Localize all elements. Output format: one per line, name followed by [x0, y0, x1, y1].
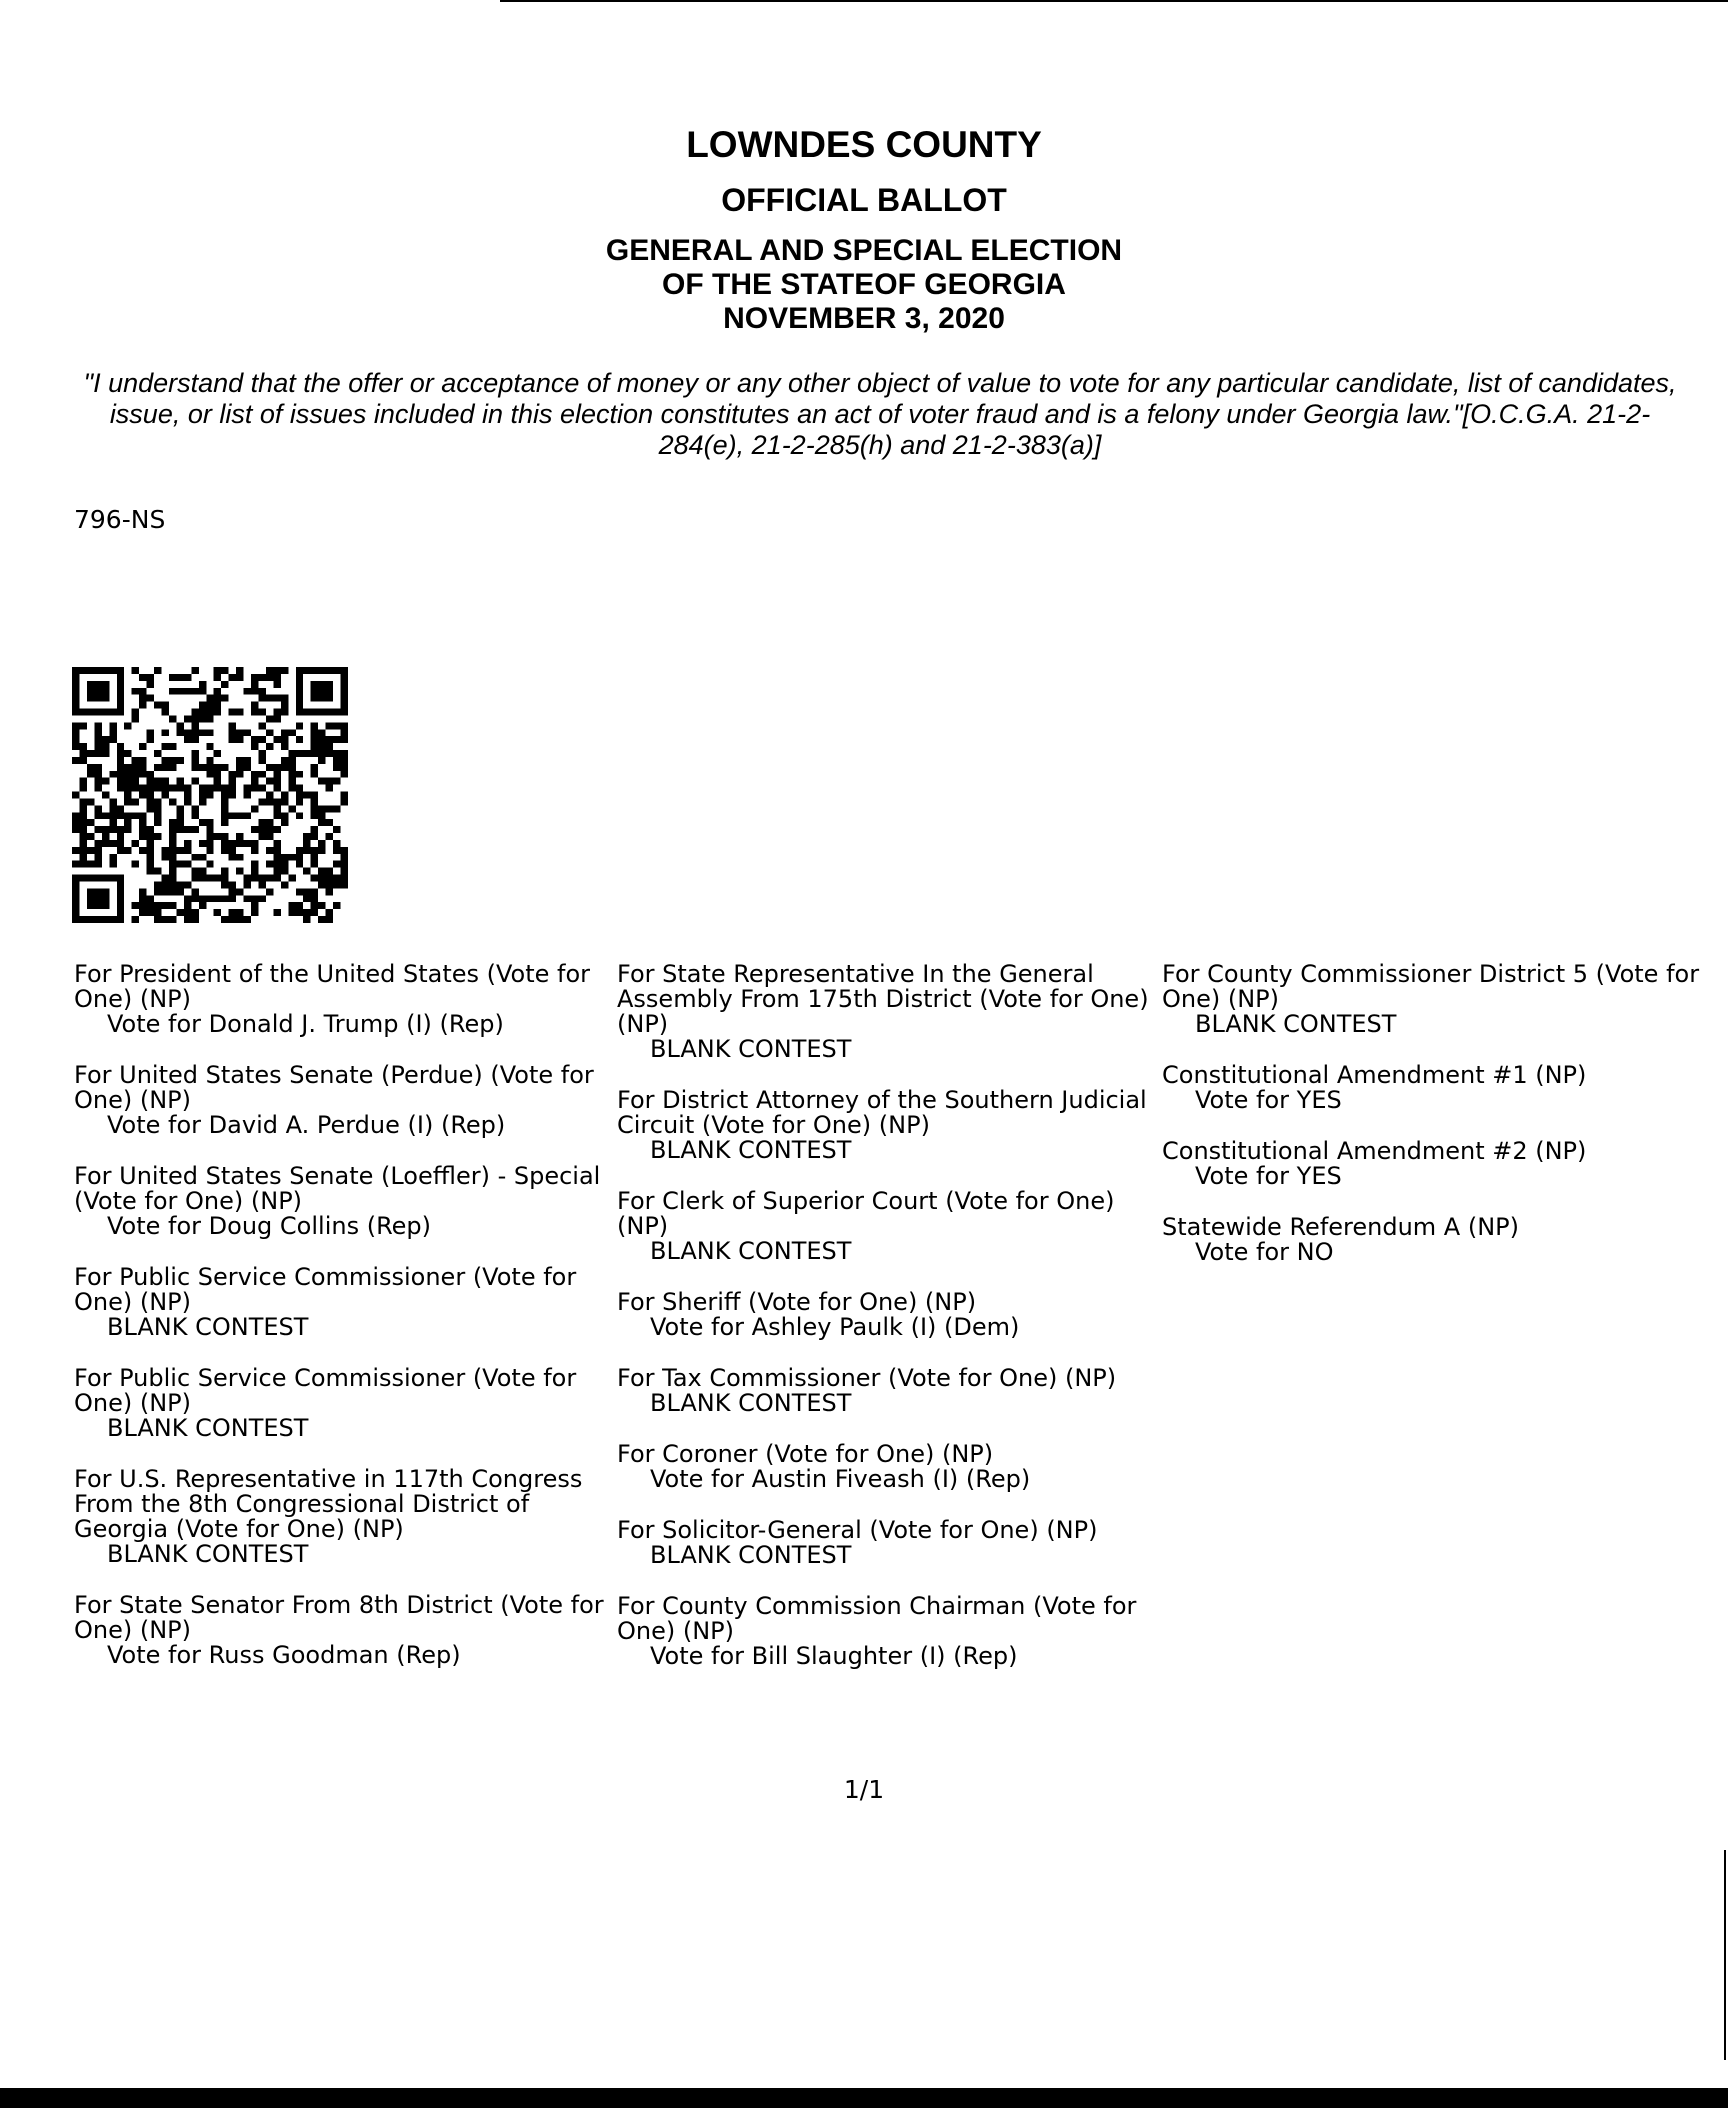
contest-item — [617, 1442, 1157, 1492]
contest-item — [617, 1366, 1157, 1416]
contest-item — [74, 1366, 614, 1441]
contest-choice: BLANK CONTEST — [650, 1237, 852, 1265]
contest-title: For U.S. Representative in 117th Congress From the 8th Congressional District of Georgia (Vote for One) (NP) — [74, 1465, 583, 1543]
contest-choice: Vote for Doug Collins (Rep) — [107, 1212, 432, 1240]
contest-item — [617, 1290, 1157, 1340]
page-number: 1/1 — [843, 1775, 885, 1804]
contest-choice: Vote for NO — [1195, 1238, 1334, 1266]
contest-title: For United States Senate (Loeffler) - Special (Vote for One) (NP) — [74, 1162, 601, 1215]
contest-title: For Sheriff (Vote for One) (NP) — [617, 1288, 977, 1316]
contest-title: For Solicitor-General (Vote for One) (NP) — [617, 1516, 1098, 1544]
contest-title: For Tax Commissioner (Vote for One) (NP) — [617, 1364, 1117, 1392]
contest-choice: BLANK CONTEST — [107, 1313, 309, 1341]
contest-title: Constitutional Amendment #2 (NP) — [1162, 1137, 1587, 1165]
contest-choice: Vote for YES — [1195, 1086, 1342, 1114]
contest-choice: BLANK CONTEST — [107, 1414, 309, 1442]
contest-column-2 — [617, 962, 1157, 1695]
contest-title: For Coroner (Vote for One) (NP) — [617, 1440, 994, 1468]
contest-choice: BLANK CONTEST — [1195, 1010, 1397, 1038]
contest-choice: BLANK CONTEST — [650, 1541, 852, 1569]
contest-choice: Vote for Russ Goodman (Rep) — [107, 1641, 461, 1669]
contest-title: For State Senator From 8th District (Vote for One) (NP) — [74, 1591, 604, 1644]
voter-oath: "I understand that the offer or acceptance of money or any other object of value to vote for any particular candidate, list of candidates, issue, or list of issues included in this election constitutes an act of voter fraud and is a felony under Georgia law."[O.C.G.A. 21-2-284(e), 21-2-285(h) and 21-2-383(a)] — [83, 368, 1677, 460]
bottom-scan-edge — [0, 2088, 1728, 2108]
contest-title: For State Representative In the General Assembly From 175th District (Vote for One) (NP) — [617, 960, 1149, 1038]
qr-modules — [72, 667, 348, 923]
county-title: LOWNDES COUNTY — [686, 124, 1042, 165]
contest-item — [74, 1063, 614, 1138]
contest-item — [74, 1593, 614, 1668]
contest-choice: Vote for Ashley Paulk (I) (Dem) — [650, 1313, 1020, 1341]
top-scan-edge — [500, 0, 1728, 2]
contest-item — [617, 1088, 1157, 1163]
contest-item — [1162, 1063, 1722, 1113]
scan-edge-mark — [1724, 1850, 1726, 2060]
qr-code — [72, 667, 348, 923]
contest-item — [617, 962, 1157, 1062]
election-line-2: OF THE STATEOF GEORGIA — [662, 268, 1066, 301]
contest-item — [74, 962, 614, 1037]
contest-item — [617, 1594, 1157, 1669]
contest-choice: BLANK CONTEST — [650, 1389, 852, 1417]
contest-title: Constitutional Amendment #1 (NP) — [1162, 1061, 1587, 1089]
contest-choice: Vote for Donald J. Trump (I) (Rep) — [107, 1010, 504, 1038]
contest-column-1 — [74, 962, 614, 1694]
contest-choice: Vote for David A. Perdue (I) (Rep) — [107, 1111, 506, 1139]
contest-item — [617, 1189, 1157, 1264]
ballot-type: OFFICIAL BALLOT — [721, 182, 1007, 218]
contest-choice: BLANK CONTEST — [107, 1540, 309, 1568]
election-line-1: GENERAL AND SPECIAL ELECTION — [605, 234, 1123, 267]
contest-choice: Vote for Austin Fiveash (I) (Rep) — [650, 1465, 1031, 1493]
contest-title: For County Commissioner District 5 (Vote for One) (NP) — [1162, 960, 1700, 1013]
contest-item — [1162, 962, 1722, 1037]
ballot-id: 796-NS — [74, 505, 166, 534]
election-date: NOVEMBER 3, 2020 — [723, 302, 1005, 335]
contest-item — [617, 1518, 1157, 1568]
contest-choice: BLANK CONTEST — [650, 1136, 852, 1164]
contest-item — [74, 1467, 614, 1567]
contest-choice: Vote for Bill Slaughter (I) (Rep) — [650, 1642, 1018, 1670]
contest-title: For County Commission Chairman (Vote for One) (NP) — [617, 1592, 1137, 1645]
contest-item — [74, 1265, 614, 1340]
contest-title: For President of the United States (Vote for One) (NP) — [74, 960, 591, 1013]
contest-title: For Clerk of Superior Court (Vote for One) (NP) — [617, 1187, 1115, 1240]
ballot-header — [0, 120, 1728, 336]
contest-column-3 — [1162, 962, 1722, 1291]
contest-title: For District Attorney of the Southern Judicial Circuit (Vote for One) (NP) — [617, 1086, 1147, 1139]
contest-item — [1162, 1139, 1722, 1189]
contest-choice: Vote for YES — [1195, 1162, 1342, 1190]
contest-choice: BLANK CONTEST — [650, 1035, 852, 1063]
contest-item — [74, 1164, 614, 1239]
contest-title: Statewide Referendum A (NP) — [1162, 1213, 1519, 1241]
contest-title: For Public Service Commissioner (Vote for One) (NP) — [74, 1364, 577, 1417]
contest-title: For United States Senate (Perdue) (Vote for One) (NP) — [74, 1061, 594, 1114]
contest-item — [1162, 1215, 1722, 1265]
contest-title: For Public Service Commissioner (Vote for One) (NP) — [74, 1263, 577, 1316]
